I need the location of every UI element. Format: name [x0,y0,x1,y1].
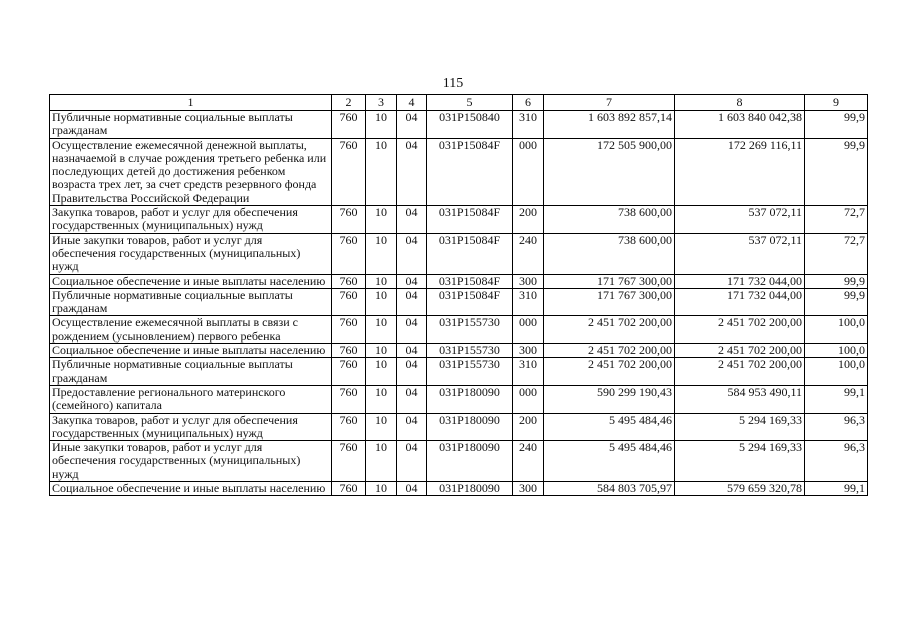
row-col-9: 100,0 [805,344,868,358]
row-col-5: 031P180090 [427,441,513,482]
row-col-8: 1 603 840 042,38 [675,111,805,139]
row-col-9: 99,9 [805,274,868,288]
table-row [50,413,868,441]
row-col-6: 000 [513,385,544,413]
row-col-6: 000 [513,138,544,205]
row-col-7: 1 603 892 857,14 [544,111,675,139]
table-row [50,138,868,205]
header-col-6: 6 [513,95,544,111]
row-col-7: 2 451 702 200,00 [544,358,675,386]
header-col-9: 9 [805,95,868,111]
row-col-3: 10 [366,358,397,386]
row-col-4: 04 [397,358,427,386]
row-col-3: 10 [366,482,397,496]
row-col-6: 300 [513,482,544,496]
budget-table [49,94,868,496]
row-col-9: 100,0 [805,316,868,344]
table-row [50,358,868,386]
row-col-7: 172 505 900,00 [544,138,675,205]
row-col-3: 10 [366,206,397,234]
row-name: Закупка товаров, работ и услуг для обеспечения государственных (муниципальных) нужд [50,206,332,234]
row-name: Предоставление регионального материнского (семейного) капитала [50,385,332,413]
row-col-7: 590 299 190,43 [544,385,675,413]
row-col-9: 72,7 [805,206,868,234]
row-col-8: 5 294 169,33 [675,441,805,482]
row-name: Закупка товаров, работ и услуг для обеспечения государственных (муниципальных) нужд [50,413,332,441]
row-col-7: 738 600,00 [544,233,675,274]
row-col-8: 2 451 702 200,00 [675,358,805,386]
row-col-2: 760 [332,413,366,441]
row-col-6: 310 [513,288,544,316]
row-col-8: 171 732 044,00 [675,288,805,316]
row-col-8: 537 072,11 [675,233,805,274]
row-col-6: 000 [513,316,544,344]
row-col-3: 10 [366,111,397,139]
table-row [50,482,868,496]
table-row [50,288,868,316]
header-col-7: 7 [544,95,675,111]
row-col-2: 760 [332,385,366,413]
row-col-2: 760 [332,288,366,316]
row-col-7: 584 803 705,97 [544,482,675,496]
row-col-2: 760 [332,316,366,344]
row-col-4: 04 [397,441,427,482]
row-col-2: 760 [332,482,366,496]
row-col-5: 031P180090 [427,385,513,413]
row-col-3: 10 [366,274,397,288]
row-col-3: 10 [366,344,397,358]
row-col-3: 10 [366,288,397,316]
row-col-5: 031P155730 [427,344,513,358]
row-name: Иные закупки товаров, работ и услуг для обеспечения государственных (муниципальных) нужд [50,441,332,482]
header-col-2: 2 [332,95,366,111]
row-col-2: 760 [332,206,366,234]
row-col-6: 300 [513,344,544,358]
table-row [50,111,868,139]
row-col-6: 200 [513,206,544,234]
row-col-5: 031P15084F [427,288,513,316]
row-col-2: 760 [332,233,366,274]
row-col-5: 031P150840 [427,111,513,139]
row-col-4: 04 [397,385,427,413]
row-col-7: 2 451 702 200,00 [544,316,675,344]
table-row [50,233,868,274]
table-row [50,344,868,358]
row-col-6: 200 [513,413,544,441]
row-col-4: 04 [397,138,427,205]
row-col-2: 760 [332,441,366,482]
row-col-6: 240 [513,441,544,482]
row-col-2: 760 [332,274,366,288]
row-col-7: 5 495 484,46 [544,441,675,482]
row-col-3: 10 [366,233,397,274]
row-col-5: 031P155730 [427,316,513,344]
header-col-4: 4 [397,95,427,111]
row-col-4: 04 [397,344,427,358]
row-col-6: 240 [513,233,544,274]
row-col-7: 5 495 484,46 [544,413,675,441]
row-name: Социальное обеспечение и иные выплаты населению [50,482,332,496]
row-col-5: 031P155730 [427,358,513,386]
row-col-8: 2 451 702 200,00 [675,344,805,358]
row-col-8: 579 659 320,78 [675,482,805,496]
row-col-4: 04 [397,482,427,496]
row-col-8: 171 732 044,00 [675,274,805,288]
row-col-8: 2 451 702 200,00 [675,316,805,344]
row-col-8: 537 072,11 [675,206,805,234]
row-col-4: 04 [397,274,427,288]
row-col-3: 10 [366,385,397,413]
row-name: Осуществление ежемесячной денежной выплаты, назначаемой в случае рождения третьего ребенка или последующих детей до достижения ребенком возраста трех лет, за счет средств резервного фонда Правительства Российской Федерации [50,138,332,205]
row-col-6: 310 [513,111,544,139]
table-row [50,385,868,413]
row-col-9: 96,3 [805,413,868,441]
row-col-3: 10 [366,316,397,344]
row-col-7: 738 600,00 [544,206,675,234]
row-col-5: 031P180090 [427,413,513,441]
row-col-7: 171 767 300,00 [544,274,675,288]
row-name: Социальное обеспечение и иные выплаты населению [50,344,332,358]
row-col-9: 100,0 [805,358,868,386]
row-col-5: 031P15084F [427,274,513,288]
row-col-3: 10 [366,138,397,205]
row-col-3: 10 [366,413,397,441]
row-col-9: 99,9 [805,138,868,205]
row-col-4: 04 [397,316,427,344]
row-col-4: 04 [397,206,427,234]
row-col-5: 031P15084F [427,138,513,205]
row-col-8: 172 269 116,11 [675,138,805,205]
row-col-7: 2 451 702 200,00 [544,344,675,358]
row-name: Публичные нормативные социальные выплаты гражданам [50,288,332,316]
row-col-4: 04 [397,288,427,316]
row-col-6: 310 [513,358,544,386]
row-col-4: 04 [397,233,427,274]
row-name: Публичные нормативные социальные выплаты гражданам [50,358,332,386]
row-col-5: 031P15084F [427,206,513,234]
row-name: Социальное обеспечение и иные выплаты населению [50,274,332,288]
row-col-3: 10 [366,441,397,482]
row-col-4: 04 [397,413,427,441]
row-col-9: 99,1 [805,482,868,496]
header-col-1: 1 [50,95,332,111]
row-col-9: 96,3 [805,441,868,482]
row-col-9: 99,9 [805,288,868,316]
row-col-8: 584 953 490,11 [675,385,805,413]
row-col-8: 5 294 169,33 [675,413,805,441]
row-col-2: 760 [332,358,366,386]
header-col-3: 3 [366,95,397,111]
row-col-5: 031P180090 [427,482,513,496]
row-col-7: 171 767 300,00 [544,288,675,316]
table-row [50,206,868,234]
header-col-5: 5 [427,95,513,111]
header-row [50,95,868,111]
row-name: Иные закупки товаров, работ и услуг для обеспечения государственных (муниципальных) нужд [50,233,332,274]
row-col-9: 72,7 [805,233,868,274]
page-number: 115 [442,76,464,91]
row-col-9: 99,9 [805,111,868,139]
row-col-2: 760 [332,344,366,358]
row-name: Осуществление ежемесячной выплаты в связи с рождением (усыновлением) первого ребенка [50,316,332,344]
header-col-8: 8 [675,95,805,111]
row-col-4: 04 [397,111,427,139]
row-col-9: 99,1 [805,385,868,413]
table-row [50,274,868,288]
table-row [50,441,868,482]
row-name: Публичные нормативные социальные выплаты гражданам [50,111,332,139]
row-col-2: 760 [332,111,366,139]
row-col-5: 031P15084F [427,233,513,274]
row-col-2: 760 [332,138,366,205]
row-col-6: 300 [513,274,544,288]
table-row [50,316,868,344]
